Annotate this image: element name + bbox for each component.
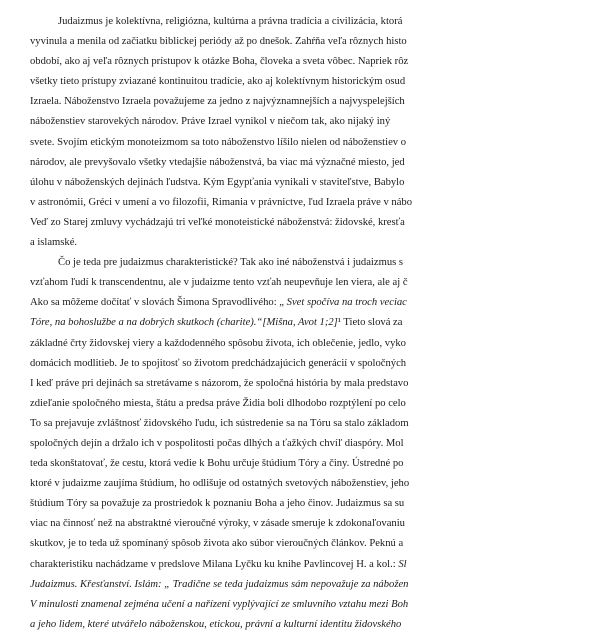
text-run: vyvinula a menila od začiatku biblickej periódy až po dnešok. Zahŕňa veľa rôznych histo xyxy=(30,36,407,48)
italic-text: Sl xyxy=(398,558,407,570)
text-run: vzťahom ľudí k transcendentnu, ale v judaizme tento vzťah neupevňuje len viera, ale aj č xyxy=(30,277,408,289)
text-line xyxy=(30,52,590,72)
text-run: základné črty židovskej viery a každodenného spôsobu života, ich oblečenie, jedlo, vyko xyxy=(30,337,406,349)
body-text xyxy=(30,12,590,635)
text-line xyxy=(30,474,590,494)
italic-text: Judaizmus. Křesťanství. Islám: „ Tradične se teda judaizmus sám nepovažuje za nábožen xyxy=(30,578,409,590)
text-line xyxy=(30,173,590,193)
text-run: spoločných dejín a držalo ich v pospolitosti počas dlhých a ťažkých chvíľ diaspóry. Mol xyxy=(30,437,404,449)
italic-text: Svet spočíva na troch veciac xyxy=(286,297,407,309)
text-line xyxy=(30,615,590,635)
paragraph xyxy=(30,12,590,253)
text-run: domácich modlitieb. Je to spojitosť so životom predchádzajúcich generácií v spoločných xyxy=(30,357,407,369)
text-run: úlohu v náboženských dejinách ľudstva. Kým Egypťania vynikali v staviteľstve, Babylo xyxy=(30,176,405,188)
text-line xyxy=(30,253,590,273)
text-line xyxy=(30,112,590,132)
text-run: Veď zo Starej zmluvy vychádzajú tri veľké monoteistické náboženstvá: židovské, kresťa xyxy=(30,216,405,228)
text-line xyxy=(30,414,590,434)
text-run: ktoré v judaizme zaujíma štúdium, ho odlišuje od ostatných svetových náboženstiev, jeho xyxy=(30,478,410,490)
text-line xyxy=(30,454,590,474)
text-line xyxy=(30,72,590,92)
text-line xyxy=(30,394,590,414)
text-line xyxy=(30,12,590,32)
paragraph xyxy=(30,253,590,635)
text-line xyxy=(30,575,590,595)
text-run: ¹ Tieto slová za xyxy=(337,317,403,329)
text-run: charakteristiku nachádzame v predslove Milana Lyčku ku knihe Pavlincovej H. a kol.: xyxy=(30,558,399,570)
text-run: I keď práve pri dejinách sa stretávame s názorom, že spoločná história by mala predstavo xyxy=(30,377,409,389)
text-line xyxy=(30,193,590,213)
text-run: To sa prejavuje zvláštnosť židovského ľudu, ich sústredenie sa na Tóru sa stalo základom xyxy=(30,417,409,429)
text-line xyxy=(30,313,590,333)
text-line xyxy=(30,32,590,52)
text-line xyxy=(30,555,590,575)
text-run: a islamské. xyxy=(30,237,78,249)
text-run: národov, ale prevyšovalo všetky vtedajšie náboženstvá, ba viac má význačné miesto, jed xyxy=(30,156,405,168)
text-line xyxy=(30,434,590,454)
text-run: období, ako aj veľa rôznych prístupov k otázke Boha, človeka a sveta vôbec. Napriek rôz xyxy=(30,56,409,68)
text-line xyxy=(30,534,590,554)
text-line xyxy=(30,514,590,534)
text-run: Čo je teda pre judaizmus charakteristické? Tak ako iné náboženstvá i judaizmus s xyxy=(58,257,404,269)
text-run: Izraela. Náboženstvo Izraela považujeme za jedno z najvýznamnejších a najvyspelejších xyxy=(30,96,405,108)
text-run: zdieľanie spoločného miesta, štátu a predsa práve Židia boli dlhodobo rozptýlení po celo xyxy=(30,397,406,409)
text-line xyxy=(30,354,590,374)
text-line xyxy=(30,334,590,354)
text-line xyxy=(30,273,590,293)
text-line xyxy=(30,92,590,112)
text-line xyxy=(30,494,590,514)
text-run: skutkov, je to teda už spomínaný spôsob života ako súbor vieroučných článkov. Peknú a xyxy=(30,538,404,550)
text-line xyxy=(30,374,590,394)
text-run: náboženstiev starovekých národov. Práve Izrael vynikol v niečom tak, ako nijaký iný xyxy=(30,116,391,128)
text-line xyxy=(30,133,590,153)
text-run: Ako sa môžeme dočítať v slovách Šimona Spravodlivého: „ xyxy=(30,297,287,309)
text-line xyxy=(30,233,590,253)
text-run: svete. Svojím etickým monoteizmom sa toto náboženstvo líšilo nielen od náboženstiev o xyxy=(30,136,407,148)
text-run: teda skonštatovať, že cestu, ktorá vedie k Bohu určuje štúdium Tóry a činy. Ústredné po xyxy=(30,458,404,470)
italic-text: V minulosti znamenal zejména učení a nařízení vyplývající ze smluvního vztahu mezi Boh xyxy=(30,598,409,610)
italic-text: a jeho lidem, které utvářelo náboženskou, etickou, právní a kulturní identitu židovského xyxy=(30,618,402,630)
text-line xyxy=(30,213,590,233)
text-run: všetky tieto prístupy zviazané kontinuitou tradície, ako aj kolektívnym historickým osud xyxy=(30,76,406,88)
text-line xyxy=(30,293,590,313)
text-run: štúdium Tóry sa považuje za prostriedok k poznaniu Boha a jeho činov. Judaizmus sa su xyxy=(30,498,405,510)
text-run: v astronómii, Gréci v umení a vo filozofii, Rimania v právnictve, ľud Izraela práve v nábo xyxy=(30,196,413,208)
italic-text: Tóre, na bohoslužbe a na dobrých skutkoch (charite).“[Mišna, Avot 1;2] xyxy=(30,317,338,329)
text-line xyxy=(30,595,590,615)
text-line xyxy=(30,153,590,173)
text-run: viac na činnosť než na abstraktné vieroučné výroky, v zásade smeruje k zdokonaľovaniu xyxy=(30,518,405,530)
text-run: Judaizmus je kolektívna, religiózna, kultúrna a právna tradícia a civilizácia, ktorá xyxy=(58,16,403,27)
